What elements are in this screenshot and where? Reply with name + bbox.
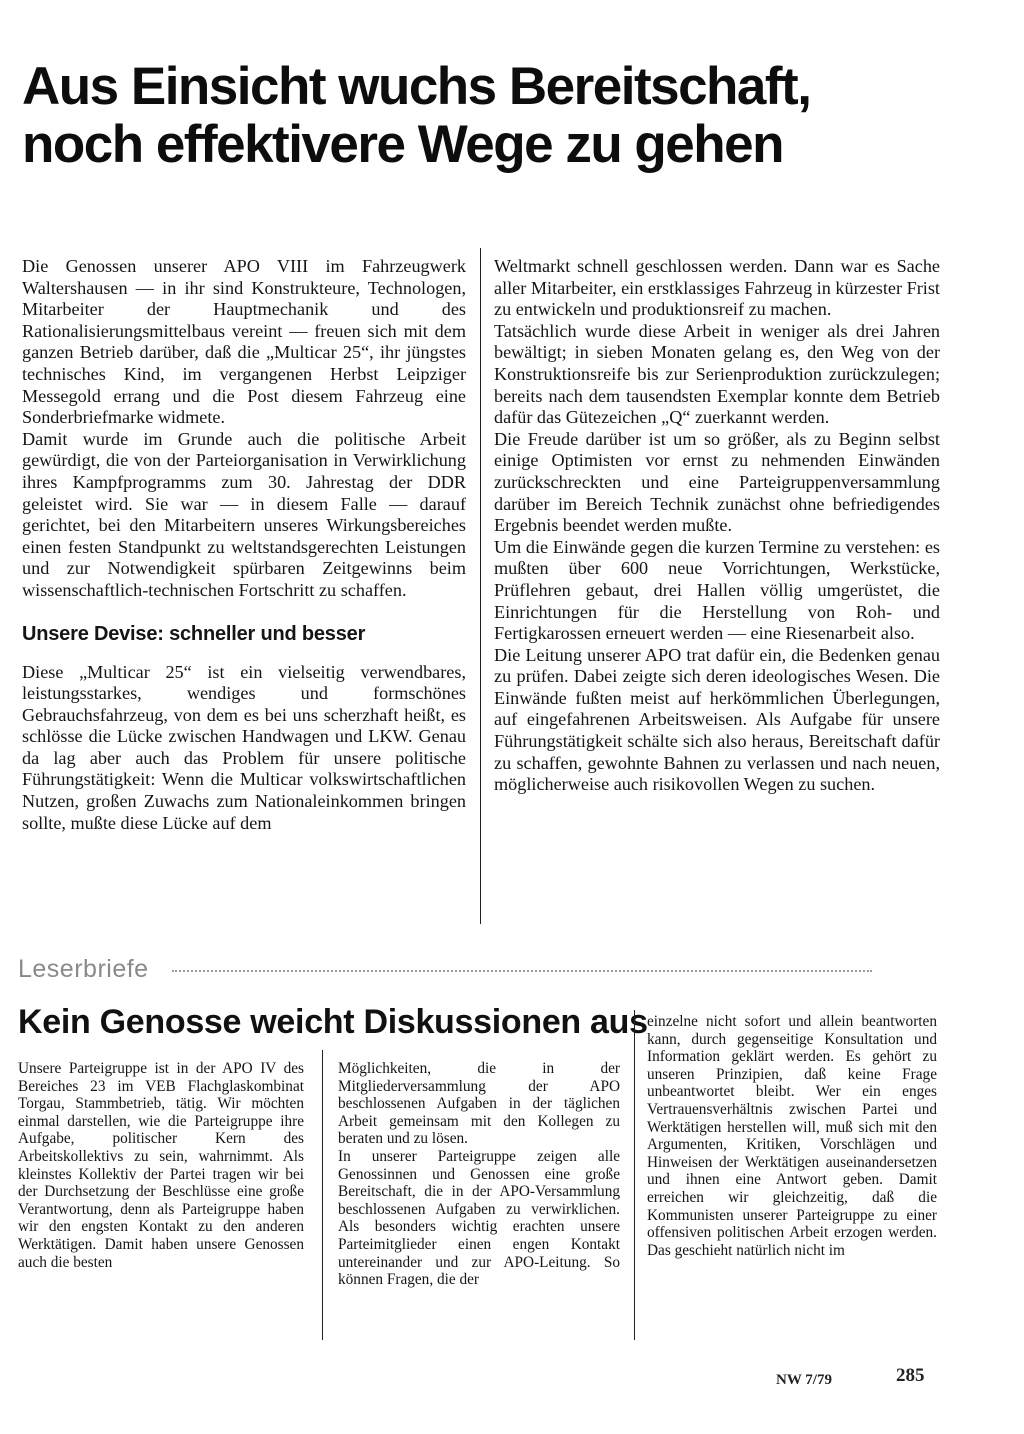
article-paragraph: Um die Einwände gegen die kurzen Termine zu verstehen: es mußten über 600 neue Vorrichtungen, Werkstücke, Prüflehren gebaut, drei Hallen völlig umgerüstet, die Einrichtungen für die Herstellung von Roh- und Fertigkarossen erneuert werden — eine Riesenarbeit also.: [494, 536, 940, 644]
section-rubric: Leserbriefe: [18, 955, 149, 983]
article-subheading: Unsere Devise: schneller und besser: [22, 622, 366, 645]
column-divider: [634, 1010, 635, 1340]
article-paragraph: Weltmarkt schnell geschlossen werden. Dann war es Sache aller Mitarbeiter, ein erstklassiges Fahrzeug in kürzester Frist zu entwickeln und produktionsreif zu machen.: [494, 256, 940, 320]
letters-column-3: [647, 1013, 937, 1259]
letters-column-2: [338, 1060, 620, 1289]
rubric-divider: [172, 970, 872, 972]
article-paragraph: Diese „Multicar 25“ ist ein vielseitig verwendbares, leistungsstarkes, wendiges und formschönes Gebrauchsfahrzeug, von dem es bei uns scherzhaft heißt, es schlösse die Lücke zwischen Handwagen und LKW. Genau da lag aber auch das Problem für unsere politische Führungstätigkeit: Wenn die Multicar volkswirtschaftlichen Nutzen, großen Zuwachs zum Nationaleinkommen bringen sollte, mußte diese Lücke auf dem: [22, 661, 466, 833]
article-headline: [22, 58, 982, 174]
headline-line-1: Aus Einsicht wuchs Bereitschaft,: [22, 57, 811, 116]
letters-headline: Kein Genosse weicht Diskussionen aus: [18, 1003, 648, 1041]
letters-column-1: [18, 1060, 304, 1271]
article-column-1: [22, 256, 466, 834]
article-paragraph: Die Genossen unserer APO VIII im Fahrzeugwerk Waltershausen — in ihr sind Konstrukteure, Technologen, Mitarbeiter der Hauptmechanik und des Rationalisierungsmittelbaus vereint — freuen sich mit dem ganzen Betrieb darüber, daß die „Multicar 25“, ihr jüngstes technisches Kind, im vergangenen Herbst Leipziger Messegold errang und die Post diesem Fahrzeug eine Sonderbriefmarke widmete.: [22, 256, 466, 428]
letters-paragraph: In unserer Parteigruppe zeigen alle Genossinnen und Genossen eine große Bereitschaft, die in der APO-Versammlung beschlossenen Aufgaben zu verwirklichen. Als besonders wichtig erachten unsere Parteimitglieder einen engen Kontakt untereinander und zur APO-Leitung. So können Fragen, die der: [338, 1147, 620, 1289]
headline-line-2: noch effektivere Wege zu gehen: [22, 115, 783, 174]
article-column-2: [494, 256, 940, 796]
column-divider: [322, 1050, 323, 1340]
article-paragraph: Die Leitung unserer APO trat dafür ein, die Bedenken genau zu prüfen. Dabei zeigte sich deren ideologisches Wesen. Die Einwände fußten meist auf herkömmlichen Überlegungen, auf eingefahrenen Arbeitsweisen. Als Aufgabe für unsere Führungstätigkeit schälte sich also heraus, Bereitschaft dafür zu schaffen, gewohnte Bahnen zu verlassen und nach neuen, möglicherweise auch risikovollen Wegen zu suchen.: [494, 644, 940, 795]
page-number: 285: [896, 1365, 925, 1386]
article-paragraph: Damit wurde im Grunde auch die politische Arbeit gewürdigt, die von der Parteiorganisation in Verwirklichung ihres Kampfprogramms zum 30. Jahrestag der DDR geleistet wird. Sie war — in diesem Falle — darauf gerichtet, bei den Mitarbeitern unseres Wirkungsbereiches einen festen Standpunkt zu weltstandsgerechten Leistungen und zur Notwendigkeit spürbaren Zeitgewinns beim wissenschaftlich-technischen Fortschritt zu schaffen.: [22, 428, 466, 600]
issue-label: NW 7/79: [776, 1372, 832, 1388]
column-divider: [480, 248, 481, 924]
article-paragraph: Tatsächlich wurde diese Arbeit in weniger als drei Jahren bewältigt; in sieben Monaten gelang es, den Weg von der Konstruktionsreife bis zur Serienproduktion zurückzulegen; bereits nach dem tausendsten Exemplar konnte dem Betrieb dafür das Gütezeichen „Q“ zuerkannt werden.: [494, 320, 940, 428]
letters-paragraph: Möglichkeiten, die in der Mitgliederversammlung der APO beschlossenen Aufgaben in der täglichen Arbeit gemeinsam mit den Kollegen zu beraten und zu lösen.: [338, 1060, 620, 1148]
article-paragraph: Die Freude darüber ist um so größer, als zu Beginn selbst einige Optimisten vor ernst zu nehmenden Einwänden zurückschreckten und eine Parteigruppenversammlung darüber im Bereich Technik zunächst ohne befriedigendes Ergebnis beendet werden mußte.: [494, 428, 940, 536]
letters-paragraph: einzelne nicht sofort und allein beantworten kann, durch gegenseitige Konsultation und Information geklärt werden. Es gehört zu unseren Prinzipien, daß keine Frage unbeantwortet bleibt. Wer ein enges Vertrauensverhältnis zwischen Partei und Werktätigen herstellen will, muß sich mit den Argumenten, Kritiken, Vorschlägen und Hinweisen der Werktätigen auseinandersetzen und ihnen eine Antwort geben. Damit erreichen wir gleichzeitig, daß die Kommunisten unserer Parteigruppe zu einer offensiven politischen Arbeit erzogen werden. Das geschieht natürlich nicht im: [647, 1013, 937, 1259]
letters-paragraph: Unsere Parteigruppe ist in der APO IV des Bereiches 23 im VEB Flachglaskombinat Torgau, Stammbetrieb, tätig. Wir möchten einmal darstellen, wie die Parteigruppe ihre Aufgabe, politischer Kern des Arbeitskollektivs zu sein, wahrnimmt. Als kleinstes Kollektiv der Partei tragen wir bei der Durchsetzung der Beschlüsse eine große Verantwortung, denn als Parteigruppe haben wir den engsten Kontakt zu den anderen Werktätigen. Damit haben unsere Genossen auch die besten: [18, 1060, 304, 1271]
